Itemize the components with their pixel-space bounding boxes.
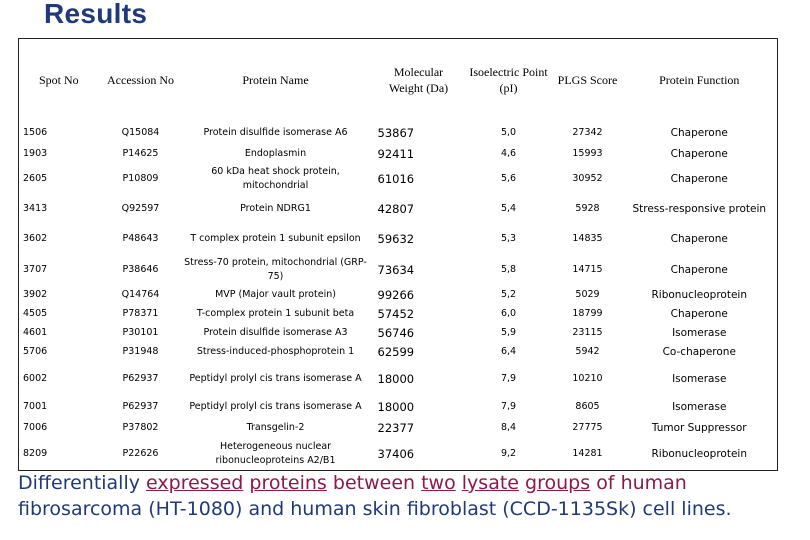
cell-protein-name: Transgelin-2 xyxy=(246,421,305,433)
header-protein-function: Protein Function xyxy=(659,73,740,87)
cell-protein-function: Stress-responsive protein xyxy=(632,202,767,215)
cell-molecular-weight: 57452 xyxy=(377,306,415,321)
cell-isoelectric-point: 8,4 xyxy=(500,421,517,433)
cell-protein-function: Isomerase xyxy=(672,400,727,413)
figure-caption xyxy=(18,470,796,522)
table-row xyxy=(19,438,778,470)
cell-protein-function: Chaperone xyxy=(670,232,728,245)
table-row xyxy=(19,361,778,396)
cell-protein-name: T-complex protein 1 subunit beta xyxy=(196,307,355,319)
cell-accession-no: P78371 xyxy=(122,307,159,319)
cell-protein-function: Chaperone xyxy=(670,263,728,276)
cell-accession-no: P37802 xyxy=(122,421,159,433)
cell-plgs-score: 14281 xyxy=(572,447,603,459)
cell-protein-name: Protein NDRG1 xyxy=(240,202,311,214)
cell-protein-name: Peptidyl prolyl cis trans isomerase A xyxy=(189,372,362,384)
caption-word: groups xyxy=(525,472,591,494)
cell-plgs-score: 14835 xyxy=(572,232,603,244)
cell-spot-no: 7001 xyxy=(23,400,48,412)
cell-accession-no: Q14764 xyxy=(121,288,160,300)
cell-protein-name: 60 kDa heat shock protein, mitochondrial xyxy=(211,165,340,191)
cell-isoelectric-point: 5,2 xyxy=(500,288,517,300)
cell-isoelectric-point: 4,6 xyxy=(500,147,517,159)
page-title: Results xyxy=(44,0,148,29)
cell-accession-no: Q92597 xyxy=(121,202,160,214)
table-row xyxy=(19,304,778,323)
cell-protein-function: Tumor Suppressor xyxy=(651,421,747,434)
cell-accession-no: P62937 xyxy=(122,400,159,412)
cell-spot-no: 1506 xyxy=(23,126,48,138)
cell-plgs-score: 23115 xyxy=(572,326,603,338)
header-protein-name: Protein Name xyxy=(242,73,309,87)
cell-molecular-weight: 59632 xyxy=(377,231,415,246)
caption-word: Differentially xyxy=(18,472,140,494)
table-row xyxy=(19,285,778,304)
cell-spot-no: 3413 xyxy=(23,202,48,214)
cell-protein-function: Ribonucleoprotein xyxy=(651,288,747,301)
cell-spot-no: 6002 xyxy=(23,372,48,384)
cell-molecular-weight: 37406 xyxy=(377,446,415,461)
cell-plgs-score: 27775 xyxy=(572,421,603,433)
cell-isoelectric-point: 5,3 xyxy=(500,232,517,244)
cell-molecular-weight: 56746 xyxy=(377,325,415,340)
cell-isoelectric-point: 5,9 xyxy=(500,326,517,338)
cell-molecular-weight: 42807 xyxy=(377,201,415,216)
caption-word: of xyxy=(596,472,615,494)
table-row xyxy=(19,323,778,342)
cell-accession-no: P38646 xyxy=(122,263,159,275)
cell-plgs-score: 8605 xyxy=(575,400,600,412)
table-row xyxy=(19,254,778,285)
header-accession-no: Accession No xyxy=(107,73,174,87)
cell-plgs-score: 30952 xyxy=(572,172,603,184)
table-row xyxy=(19,121,778,144)
cell-protein-name: Protein disulfide isomerase A6 xyxy=(203,126,348,138)
cell-spot-no: 5706 xyxy=(23,345,48,357)
cell-plgs-score: 5928 xyxy=(575,202,600,214)
cell-protein-name: Stress-induced-phosphoprotein 1 xyxy=(196,345,355,357)
cell-plgs-score: 5029 xyxy=(575,288,600,300)
cell-protein-name: Endoplasmin xyxy=(244,147,307,159)
cell-molecular-weight: 92411 xyxy=(377,146,415,161)
cell-accession-no: P22626 xyxy=(122,447,159,459)
cell-isoelectric-point: 7,9 xyxy=(500,400,517,412)
header-plgs-score: PLGS Score xyxy=(557,73,618,87)
header-molecular-weight: Molecular Weight (Da) xyxy=(388,65,449,95)
cell-isoelectric-point: 5,8 xyxy=(500,263,517,275)
cell-isoelectric-point: 9,2 xyxy=(500,447,517,459)
cell-spot-no: 3602 xyxy=(23,232,48,244)
table-row xyxy=(19,396,778,417)
cell-plgs-score: 27342 xyxy=(572,126,603,138)
cell-spot-no: 4505 xyxy=(23,307,48,319)
header-isoelectric-point: Isoelectric Point (pI) xyxy=(469,65,548,95)
cell-molecular-weight: 62599 xyxy=(377,344,415,359)
cell-isoelectric-point: 5,6 xyxy=(500,172,517,184)
cell-protein-name: T complex protein 1 subunit epsilon xyxy=(190,232,361,244)
cell-protein-function: Chaperone xyxy=(670,126,728,139)
cell-accession-no: P14625 xyxy=(122,147,159,159)
cell-accession-no: P10809 xyxy=(122,172,159,184)
cell-spot-no: 8209 xyxy=(23,447,48,459)
cell-plgs-score: 14715 xyxy=(572,263,603,275)
cell-spot-no: 3707 xyxy=(23,263,48,275)
cell-isoelectric-point: 7,9 xyxy=(500,372,517,384)
cell-molecular-weight: 22377 xyxy=(377,420,415,435)
cell-isoelectric-point: 5,4 xyxy=(500,202,517,214)
cell-protein-name: MVP (Major vault protein) xyxy=(215,288,336,300)
cell-protein-function: Isomerase xyxy=(672,372,727,385)
cell-spot-no: 3902 xyxy=(23,288,48,300)
table-header-row xyxy=(19,39,778,122)
caption-word: lysate xyxy=(461,472,519,494)
cell-isoelectric-point: 6,0 xyxy=(500,307,517,319)
caption-word: human xyxy=(620,472,687,494)
cell-plgs-score: 10210 xyxy=(572,372,603,384)
cell-plgs-score: 18799 xyxy=(572,307,603,319)
table-row xyxy=(19,144,778,163)
cell-molecular-weight: 99266 xyxy=(377,287,415,302)
cell-protein-name: Stress-70 protein, mitochondrial (GRP-75) xyxy=(184,256,367,282)
cell-plgs-score: 15993 xyxy=(572,147,603,159)
caption-word: expressed xyxy=(146,472,244,494)
cell-accession-no: P31948 xyxy=(122,345,159,357)
cell-protein-name: Protein disulfide isomerase A3 xyxy=(203,326,348,338)
cell-spot-no: 7006 xyxy=(23,421,48,433)
cell-protein-name: Peptidyl prolyl cis trans isomerase A xyxy=(189,400,362,412)
table-row xyxy=(19,342,778,361)
cell-molecular-weight: 18000 xyxy=(377,371,415,386)
caption-line-2: fibrosarcoma (HT-1080) and human skin fibroblast (CCD-1135Sk) cell lines. xyxy=(18,498,732,520)
table-row xyxy=(19,223,778,254)
cell-molecular-weight: 53867 xyxy=(377,125,415,140)
caption-word: proteins xyxy=(249,472,327,494)
cell-molecular-weight: 18000 xyxy=(377,399,415,414)
cell-protein-function: Co-chaperone xyxy=(662,345,736,358)
cell-protein-name: Heterogeneous nuclear ribonucleoproteins A2/B1 xyxy=(215,440,336,466)
table-row xyxy=(19,194,778,223)
caption-word: two xyxy=(421,472,456,494)
cell-protein-function: Chaperone xyxy=(670,147,728,160)
caption-word: between xyxy=(332,472,416,494)
cell-spot-no: 2605 xyxy=(23,172,48,184)
cell-accession-no: P62937 xyxy=(122,372,159,384)
cell-protein-function: Chaperone xyxy=(670,307,728,320)
cell-isoelectric-point: 5,0 xyxy=(500,126,517,138)
cell-accession-no: P48643 xyxy=(122,232,159,244)
cell-spot-no: 1903 xyxy=(23,147,48,159)
cell-isoelectric-point: 6,4 xyxy=(500,345,517,357)
table-row xyxy=(19,163,778,194)
cell-spot-no: 4601 xyxy=(23,326,48,338)
results-table xyxy=(18,38,778,471)
table-row xyxy=(19,417,778,438)
cell-plgs-score: 5942 xyxy=(575,345,600,357)
header-spot-no: Spot No xyxy=(39,73,79,87)
cell-protein-function: Isomerase xyxy=(672,326,727,339)
cell-molecular-weight: 61016 xyxy=(377,171,415,186)
cell-protein-function: Chaperone xyxy=(670,172,728,185)
cell-accession-no: Q15084 xyxy=(121,126,160,138)
cell-protein-function: Ribonucleoprotein xyxy=(651,447,747,460)
cell-molecular-weight: 73634 xyxy=(377,262,415,277)
cell-accession-no: P30101 xyxy=(122,326,159,338)
